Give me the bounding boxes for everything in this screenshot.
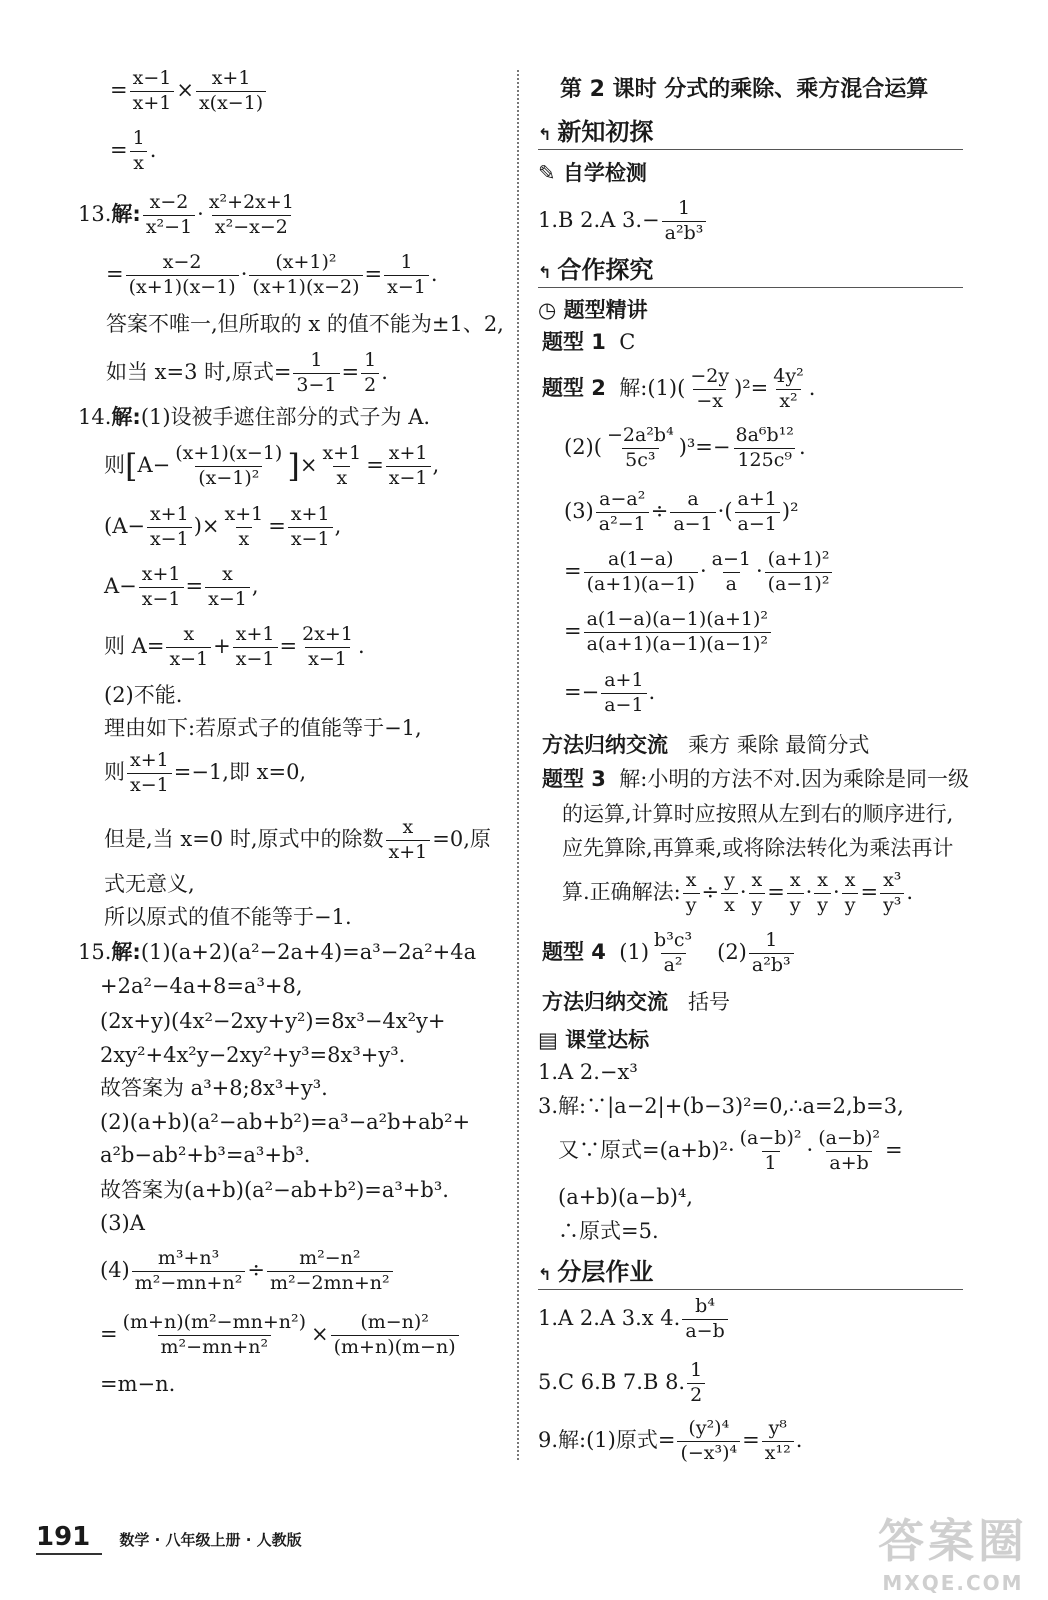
clock-icon: ◷ bbox=[538, 298, 557, 322]
problem-15-line-10: (4) $\frac{\text{m³+n³}}{\text{m²−mn+n²}}$ ÷ $\frac{\text{m²−n²}}{\text{m²−2mn+n²}}$ bbox=[100, 1248, 395, 1295]
problem-14-line-8: 则 $\frac{x+1}{x-1}$ =−1,即 x=0, bbox=[104, 749, 307, 796]
type-2-line-5: = $\frac{\text{a(1−a)(a−1)(a+1)²}}{\text{a(a+1)(a−1)(a−1)²}}$ bbox=[564, 609, 773, 656]
hook-arrow-icon: ↰ bbox=[538, 1265, 552, 1284]
subsection-classroom: ▤ 课堂达标 bbox=[538, 1028, 650, 1052]
page-footer bbox=[36, 1522, 302, 1552]
method-summary-1: 方法归纳交流 乘方 乘除 最简分式 bbox=[542, 733, 870, 757]
problem-15-line-7: a²b−ab²+b³=a³+b³. bbox=[100, 1143, 311, 1167]
hook-arrow-icon: ↰ bbox=[538, 125, 552, 144]
problem-15-line-9: (3)A bbox=[100, 1211, 145, 1235]
problem-15-line-8: 故答案为(a+b)(a²−ab+b²)=a³+b³. bbox=[100, 1178, 449, 1202]
problem-14-line-10: 式无意义, bbox=[104, 872, 195, 896]
type-3-line-2: 的运算,计算时应按照从左到右的顺序进行, bbox=[562, 802, 954, 826]
type-2-line-4: = $\frac{a(1-a)}{(a+1)(a-1)}$ · $\frac{a-1}{a}$ · $\frac{\text{(a+1)²}}{\text{(a−1)²}}$ bbox=[564, 549, 834, 596]
problem-14-line-9: 但是,当 x=0 时,原式中的除数 $\frac{x}{x+1}$ =0,原 bbox=[104, 816, 491, 863]
classroom-line-4: 又∵原式=(a+b)²· $\frac{\text{(a−b)²}}{1}$ · $\frac{\text{(a−b)²}}{a+b}$ = bbox=[558, 1127, 903, 1174]
classroom-line-6: ∴原式=5. bbox=[558, 1219, 659, 1243]
book-info: 数学 · 八年级上册 · 人教版 bbox=[119, 1531, 302, 1549]
section-header-new-knowledge: ↰ 新知初探 bbox=[538, 112, 963, 150]
type-3-line-4: 算.正确解法: $\frac{x}{y}$ ÷ $\frac{y}{x}$ · $\frac{x}{y}$ = $\frac{x}{y}$ · $\frac{x}{y}$ · $\frac{x}{y}$ = $\frac{\text{x³}}{\text{y³}}$ . bbox=[562, 869, 914, 916]
problem-15-line-12: =m−n. bbox=[100, 1372, 176, 1396]
left-line-1: = $\frac{x-1}{x+1}$ × $\frac{x+1}{x(x-1)}$ bbox=[110, 68, 268, 115]
type-3-line-1: 题型 3 解:小明的方法不对.因为乘除是同一级 bbox=[542, 767, 970, 791]
problem-14-line-11: 所以原式的值不能等于−1. bbox=[104, 905, 352, 929]
self-test-answers: 1.B 2.A 3.− $\frac{1}{\text{a²b³}}$ bbox=[538, 198, 708, 245]
problem-15-line-1: 15.解:(1)(a+2)(a²−2a+4)=a³−2a²+4a bbox=[78, 940, 477, 964]
type-1-line: 题型 1 C bbox=[542, 330, 636, 354]
type-3-line-3: 应先算除,再算乘,或将除法转化为乘法再计 bbox=[562, 836, 954, 860]
problem-15-line-2: +2a²−4a+8=a³+8, bbox=[100, 974, 303, 998]
book-icon: ▤ bbox=[538, 1028, 558, 1052]
page-number: 191 bbox=[36, 1522, 91, 1552]
homework-answers-1: 1.A 2.A 3.x 4. $\frac{\text{b⁴}}{a-b}$ bbox=[538, 1296, 730, 1343]
pencil-icon: ✎ bbox=[538, 161, 556, 185]
subsection-question-types: ◷ 题型精讲 bbox=[538, 298, 648, 322]
problem-14-line-4: A− $\frac{x+1}{x-1}$ = $\frac{x}{x-1}$ , bbox=[104, 563, 259, 610]
watermark-logo: 答案圈 MXQE.COM bbox=[878, 1514, 1028, 1595]
problem-15-line-5: 故答案为 a³+8;8x³+y³. bbox=[100, 1076, 328, 1100]
column-divider bbox=[517, 70, 519, 1460]
problem-14-line-3: (A− $\frac{x+1}{x-1}$ )× $\frac{x+1}{x}$ = $\frac{x+1}{x-1}$ , bbox=[104, 503, 342, 550]
section-header-cooperative: ↰ 合作探究 bbox=[538, 250, 963, 288]
problem-14-line-5: 则 A= $\frac{x}{x-1}$ + $\frac{x+1}{x-1}$ = $\frac{2x+1}{x-1}$ . bbox=[104, 623, 365, 670]
lesson-title: 第 2 课时 分式的乘除、乘方混合运算 bbox=[560, 77, 929, 102]
homework-answers-9: 9.解:(1)原式= $\frac{\text{(y²)⁴}}{\text{(−x³)⁴}}$ = $\frac{\text{y⁸}}{\text{x¹²}}$ . bbox=[538, 1417, 803, 1464]
classroom-answers-1: 1.A 2.−x³ bbox=[538, 1060, 638, 1084]
footer-rule bbox=[36, 1553, 102, 1555]
problem-15-line-6: (2)(a+b)(a²−ab+b²)=a³−a²b+ab²+ bbox=[100, 1110, 471, 1134]
hook-arrow-icon: ↰ bbox=[538, 263, 552, 282]
problem-13-line-1: 13.解: $\frac{x-2}{\text{x²−1}}$ · $\frac{\text{x²+2x+1}}{\text{x²−x−2}}$ bbox=[78, 191, 294, 238]
subsection-self-test: ✎ 自学检测 bbox=[538, 161, 647, 185]
problem-14-line-6: (2)不能. bbox=[104, 683, 183, 707]
problem-13-line-3: 答案不唯一,但所取的 x 的值不能为±1、2, bbox=[106, 312, 504, 336]
type-2-line-6: =− $\frac{a+1}{a-1}$ . bbox=[564, 669, 656, 716]
homework-answers-2: 5.C 6.B 7.B 8. $\frac{1}{2}$ bbox=[538, 1360, 707, 1407]
method-summary-2: 方法归纳交流 括号 bbox=[542, 990, 731, 1014]
classroom-line-5: (a+b)(a−b)⁴, bbox=[558, 1185, 693, 1209]
type-2-line-2: (2)( $\frac{\text{−2a²b⁴}}{\text{5c³}}$ )³=− $\frac{\text{8a⁶b¹²}}{\text{125c⁹}}$ . bbox=[564, 424, 806, 471]
problem-15-line-3: (2x+y)(4x²−2xy+y²)=8x³−4x²y+ bbox=[100, 1009, 446, 1033]
type-2-line-1: 题型 2 解:(1)( $\frac{-2y}{-x}$ )²= $\frac{\text{4y²}}{\text{x²}}$ . bbox=[542, 365, 816, 412]
problem-13-line-4: 如当 x=3 时,原式= $\frac{1}{3-1}$ = $\frac{1}{2}$ . bbox=[106, 349, 388, 396]
left-line-2: = $\frac{1}{x}$ . bbox=[110, 127, 157, 174]
classroom-answers-3: 3.解:∵|a−2|+(b−3)²=0,∴a=2,b=3, bbox=[538, 1094, 904, 1118]
problem-14-line-1: 14.解:(1)设被手遮住部分的式子为 A. bbox=[78, 405, 431, 429]
problem-15-line-4: 2xy²+4x²y−2xy²+y³=8x³+y³. bbox=[100, 1043, 406, 1067]
section-header-homework: ↰ 分层作业 bbox=[538, 1252, 963, 1290]
problem-14-line-2: 则[A− $\frac{(x+1)(x-1)}{\text{(x−1)²}}$ ]× $\frac{x+1}{x}$ = $\frac{x+1}{x-1}$ , bbox=[104, 442, 440, 489]
problem-15-line-11: = $\frac{\text{(m+n)(m²−mn+n²)}}{\text{m²−mn+n²}}$ × $\frac{\text{(m−n)²}}{(m+n)(m-n)}$ bbox=[100, 1312, 461, 1359]
problem-13-line-2: = $\frac{x-2}{(x+1)(x-1)}$ · $\frac{\text{(x+1)²}}{(x+1)(x-2)}$ = $\frac{1}{x-1}$ . bbox=[106, 251, 438, 298]
problem-14-line-7: 理由如下:若原式子的值能等于−1, bbox=[104, 716, 422, 740]
type-4-line: 题型 4 (1) $\frac{\text{b³c³}}{\text{a²}}$ (2) $\frac{1}{\text{a²b³}}$ bbox=[542, 930, 796, 977]
type-2-line-3: (3) $\frac{\text{a−a²}}{\text{a²−1}}$ ÷ $\frac{a}{a-1}$ ·( $\frac{a+1}{a-1}$ )² bbox=[564, 488, 799, 535]
